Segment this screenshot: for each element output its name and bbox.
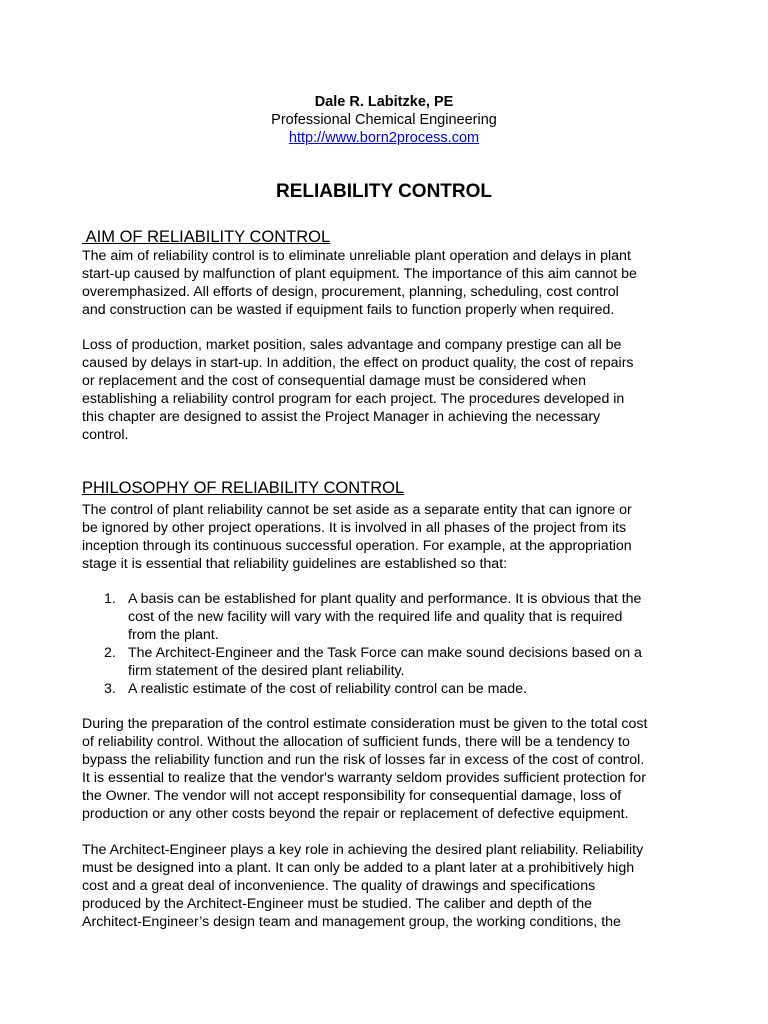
text-line: overemphasized. All efforts of design, procurement, planning, scheduling, cost control — [82, 284, 619, 300]
text-line: production or any other costs beyond the repair or replacement of defective equipment. — [82, 806, 629, 822]
text-line: The Architect-Engineer plays a key role in achieving the desired plant reliability. Reliability — [82, 842, 644, 858]
text-line: and construction can be wasted if equipment fails to function properly when required. — [82, 302, 615, 318]
website-link[interactable]: http://www.born2process.com — [288, 130, 480, 146]
text-line: must be designed into a plant. It can only be added to a plant later at a prohibitively high — [82, 860, 635, 876]
section-heading-aim: AIM OF RELIABILITY CONTROL — [82, 228, 331, 246]
text-line: or replacement and the cost of consequential damage must be considered when — [82, 373, 586, 389]
philosophy-paragraph-1 — [82, 501, 702, 573]
text-line: The aim of reliability control is to eliminate unreliable plant operation and delays in plant — [82, 248, 631, 264]
text-line: bypass the reliability function and run the risk of losses far in excess of the cost of control. — [82, 752, 645, 768]
document-title: RELIABILITY CONTROL — [275, 181, 493, 202]
philosophy-paragraph-2 — [82, 715, 702, 823]
text-line: cost and a great deal of inconvenience. The quality of drawings and specifications — [82, 878, 596, 894]
text-line: the Owner. The vendor will not accept responsibility for consequential damage, loss of — [82, 788, 622, 804]
text-line: It is essential to realize that the vendor's warranty seldom provides sufficient protection for — [82, 770, 646, 786]
list-item — [104, 644, 704, 680]
text-line: Architect-Engineer’s design team and management group, the working conditions, the — [82, 914, 621, 930]
text-line: inception through its continuous successful operation. For example, at the appropriation — [82, 538, 632, 554]
list-item — [104, 590, 704, 644]
text-line: establishing a reliability control program for each project. The procedures developed in — [82, 391, 625, 407]
list-number: 3. — [104, 681, 116, 697]
text-line: stage it is essential that reliability guidelines are established so that: — [82, 556, 508, 572]
text-line: The control of plant reliability cannot be set aside as a separate entity that can ignore or — [82, 502, 632, 518]
text-line: from the plant. — [128, 627, 219, 643]
text-line: cost of the new facility will vary with the required life and quality that is required — [128, 609, 623, 625]
document-header — [0, 93, 768, 147]
text-line: A realistic estimate of the cost of reliability control can be made. — [128, 681, 528, 697]
aim-paragraph-2 — [82, 336, 702, 444]
aim-paragraph-1 — [82, 247, 702, 319]
text-line: During the preparation of the control estimate consideration must be given to the total cost — [82, 716, 648, 732]
list-number: 2. — [104, 645, 116, 661]
text-line: of reliability control. Without the allocation of sufficient funds, there will be a tendency to — [82, 734, 630, 750]
text-line: Loss of production, market position, sales advantage and company prestige can all be — [82, 337, 622, 353]
text-line: The Architect-Engineer and the Task Force can make sound decisions based on a — [128, 645, 642, 661]
text-line: be ignored by other project operations. It is involved in all phases of the project from its — [82, 520, 627, 536]
text-line: firm statement of the desired plant reliability. — [128, 663, 405, 679]
text-line: A basis can be established for plant quality and performance. It is obvious that the — [128, 591, 642, 607]
reliability-guidelines-list — [104, 590, 704, 698]
author-name: Dale R. Labitzke, PE — [314, 94, 454, 110]
text-line: start-up caused by malfunction of plant equipment. The importance of this aim cannot be — [82, 266, 637, 282]
text-line: produced by the Architect-Engineer must be studied. The caliber and depth of the — [82, 896, 593, 912]
text-line: caused by delays in start-up. In addition, the effect on product quality, the cost of repairs — [82, 355, 634, 371]
text-line: control. — [82, 427, 129, 443]
philosophy-paragraph-3 — [82, 841, 702, 931]
list-item — [104, 680, 704, 698]
text-line: this chapter are designed to assist the Project Manager in achieving the necessary — [82, 409, 601, 425]
list-number: 1. — [104, 591, 116, 607]
section-heading-philosophy: PHILOSOPHY OF RELIABILITY CONTROL — [82, 479, 405, 497]
author-profession: Professional Chemical Engineering — [271, 112, 497, 128]
